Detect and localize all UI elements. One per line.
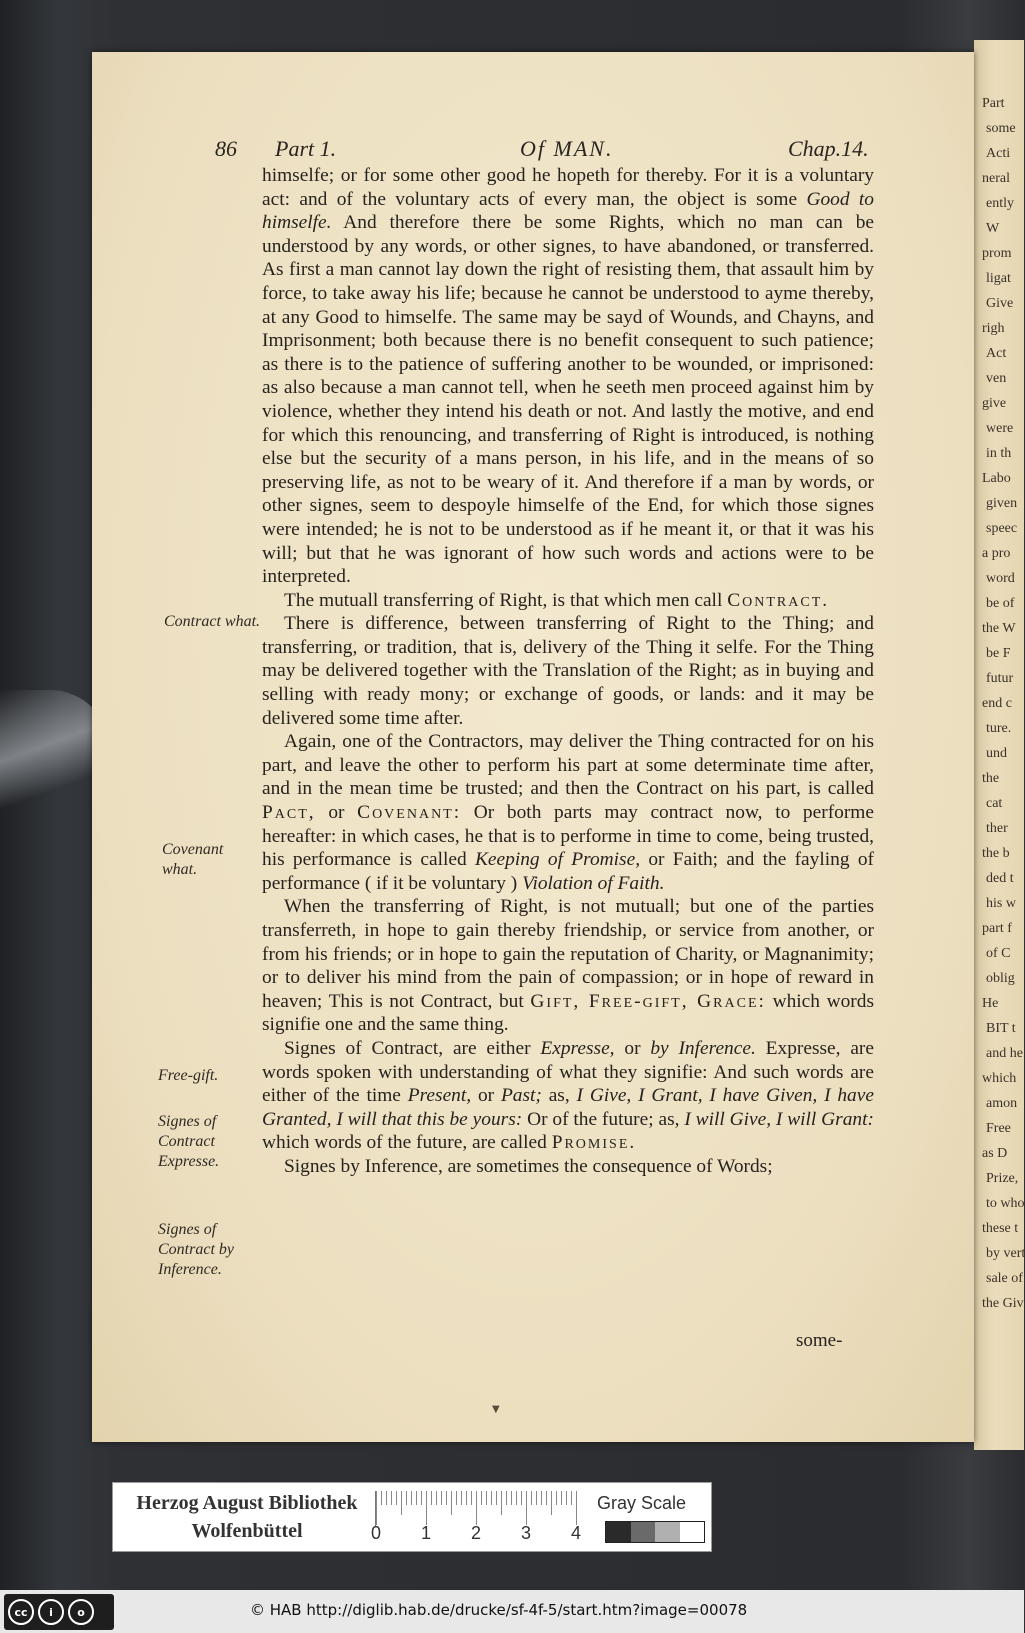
italic-span: I will Give, I will Grant: <box>684 1108 874 1130</box>
main-text <box>262 164 874 1179</box>
ruler-tick <box>511 1491 512 1505</box>
facing-page-fragment: BIT t <box>986 1021 1016 1036</box>
text-span: or <box>328 802 345 824</box>
ruler-tick <box>446 1491 447 1505</box>
paragraph-signes <box>262 1037 874 1155</box>
facing-page-fragment: oblig <box>986 971 1015 986</box>
facing-page-fragment: the b <box>982 846 1010 861</box>
library-name <box>127 1489 367 1545</box>
ruler-number: 1 <box>421 1523 432 1543</box>
text-span: Expresse, are words spoken with understanding of what they signifie: And such words are either of the time <box>262 1037 874 1107</box>
facing-page-fragment: given <box>986 496 1018 511</box>
facing-page-fragment: Acti <box>986 146 1011 161</box>
facing-page-fragment: ently <box>986 196 1014 211</box>
facing-page-fragment: the <box>982 771 1000 786</box>
ruler-tick <box>481 1491 482 1505</box>
facing-page-fragment: part f <box>982 921 1012 936</box>
ruler-tick <box>551 1491 552 1515</box>
margin-note-signes-expresse: Signes of Contract Expresse. <box>158 1113 220 1170</box>
gray-patch <box>606 1522 631 1542</box>
facing-page-fragment: righ <box>982 321 1005 336</box>
margin-note-covenant: Covenant what. <box>162 841 224 878</box>
facing-page-fragment: ther <box>986 821 1008 836</box>
facing-page-fragment: ligat <box>986 271 1011 286</box>
italic-span: Expresse, <box>540 1037 615 1059</box>
italic-span: I Give, I Grant, I have Given, I have Granted, I will that this be yours: <box>262 1085 874 1130</box>
footer-bar <box>0 1590 1024 1633</box>
ruler-tick <box>401 1491 402 1515</box>
ruler-tick <box>391 1491 392 1505</box>
ruler-tick <box>396 1491 397 1505</box>
facing-page-fragment: ven <box>986 371 1007 386</box>
facing-page-edge <box>974 40 1024 1450</box>
ruler-tick <box>476 1491 477 1525</box>
source-url[interactable]: © HAB http://diglib.hab.de/drucke/sf-4f-5/start.htm?image=00078 <box>250 1601 748 1619</box>
ruler-tick <box>496 1491 497 1505</box>
facing-page-fragment: as D <box>982 1146 1008 1161</box>
facing-page-fragment: sale of <box>986 1271 1023 1286</box>
catchword: some- <box>796 1330 843 1351</box>
ruler-tick <box>471 1491 472 1505</box>
smallcaps-span: Covenant: <box>357 802 462 824</box>
text-span: And therefore there be some Rights, which no man can be understood by any words, or other signes, to have abandoned, or transferred. As first a man cannot lay down the right of resisting them, that assault him by force, to take away his life; because he cannot be understood to ayme thereby, at any Good to himselfe. The same may be sayd of Wounds, and Chayns, and Imprisonment; both because there is no benefit consequent to such patience; as there is to the patience of suffering another to be wounded, or imprisoned: as also because a man cannot tell, when he seeth men proceed against him by violence, whether they intend his death or not. And lastly the motive, and end for which this renouncing, and transferring of Right is introduced, is nothing else but the security of a mans person, in his life, and in the means of so preserving life, as not to be weary of it. And therefore if a man by words, or other signes, seem to despoyle himselfe of the End, for which those signes were intended; he is not to be understood as if he meant it, or that it was his will; but that he was ignorant of how such words and actions were to be interpreted. <box>262 212 874 588</box>
running-title: Of MAN. <box>520 136 614 161</box>
smallcaps-span: Promise. <box>551 1132 637 1154</box>
italic-span: Good to himselfe. <box>262 188 874 234</box>
ruler-tick <box>411 1491 412 1505</box>
ruler-tick <box>541 1491 542 1505</box>
page-number: 86 <box>215 136 237 161</box>
ruler-tick <box>571 1491 572 1505</box>
ruler-tick <box>561 1491 562 1505</box>
facing-page-fragment: W <box>986 221 1000 236</box>
facing-page-fragment: und <box>986 746 1007 761</box>
facing-page-fragment: these t <box>982 1221 1019 1236</box>
italic-span: Past; <box>500 1085 542 1107</box>
chapter-label: Chap.14. <box>788 136 869 161</box>
ruler-tick <box>516 1491 517 1505</box>
facing-page-fragment: ded t <box>986 871 1014 886</box>
facing-page-fragment: which <box>982 1071 1017 1086</box>
facing-page-fragment: to who <box>986 1196 1025 1211</box>
sa-icon: o <box>68 1599 94 1625</box>
facing-page-fragment: Prize, <box>986 1171 1019 1186</box>
facing-page-fragment: Part <box>982 96 1005 111</box>
text-span: himselfe; or for some other good he hopeth for thereby. For it is a voluntary act: and of the voluntary acts of every man, the object is some <box>262 165 874 210</box>
facing-page-fragment: cat <box>986 796 1003 811</box>
ruler-tick <box>406 1491 407 1505</box>
facing-page-fragment: the W <box>982 621 1016 636</box>
margin-note-signes-inference: Signes of Contract by Inference. <box>158 1221 234 1278</box>
paragraph-rights <box>262 164 874 589</box>
gray-scale-label: Gray Scale <box>597 1493 687 1513</box>
ruler-tick <box>456 1491 457 1505</box>
facing-page-fragment: Labo <box>982 471 1011 486</box>
ruler-tick <box>576 1491 577 1525</box>
ruler-tick <box>416 1491 417 1505</box>
ruler-tick <box>436 1491 437 1505</box>
facing-page-fragment: his w <box>986 896 1016 911</box>
ruler-number: 3 <box>521 1523 532 1543</box>
gray-patch <box>655 1522 680 1542</box>
text-span: or Faith; and the fayling of performance ( if it be voluntary ) <box>262 849 874 894</box>
facing-page-fragment: the Giv <box>982 1296 1024 1311</box>
facing-page-fragment: prom <box>982 246 1012 261</box>
facing-page-fragment: word <box>986 571 1015 586</box>
ruler-tick <box>451 1491 452 1515</box>
text-span: or <box>624 1037 641 1059</box>
ruler-tick <box>536 1491 537 1505</box>
facing-page-fragment: amon <box>986 1096 1018 1111</box>
paragraph-contract <box>262 589 874 613</box>
facing-page-fragment: He <box>982 996 999 1011</box>
library-colour-bar <box>112 1482 712 1552</box>
ruler-tick <box>531 1491 532 1505</box>
page-mark: ▼ <box>492 1404 500 1415</box>
text-span: Signes by Inference, are sometimes the consequence of Words; <box>284 1155 773 1177</box>
facing-page-fragment: by vert <box>986 1246 1025 1261</box>
ruler-tick <box>501 1491 502 1515</box>
text-span: Or both parts may contract now, to performe hereafter: in which cases, he that is to performe in time to come, being trusted, his performance is called <box>262 802 874 871</box>
ruler-tick <box>491 1491 492 1505</box>
ruler-tick <box>421 1491 422 1505</box>
facing-page-fragment: give <box>982 396 1007 411</box>
facing-page-fragment: ture. <box>986 721 1012 736</box>
italic-span: Keeping of Promise, <box>475 849 641 871</box>
library-name-line2: Wolfenbüttel <box>191 1520 303 1542</box>
gray-scale-patches <box>605 1521 705 1543</box>
ruler-tick <box>466 1491 467 1505</box>
ruler-number: 0 <box>371 1523 382 1543</box>
facing-page-fragment: of C <box>986 946 1011 961</box>
margin-note-free-gift: Free-gift. <box>158 1067 219 1084</box>
gray-patch <box>631 1522 656 1542</box>
ruler-tick <box>486 1491 487 1505</box>
italic-span: Violation of Faith. <box>522 872 665 894</box>
ruler-tick <box>546 1491 547 1505</box>
paragraph-free-gift <box>262 895 874 1037</box>
cc-license-badge[interactable] <box>4 1594 114 1630</box>
text-span: which words of the future, are called <box>262 1132 547 1154</box>
text-span: There is difference, between transferring of Right to the Thing; and transferring, or tradition, that is, delivery of the Thing it selfe. For the Thing may be delivered together with the Translation of the Right; as in buying and selling with ready mony; or exchange of goods, or lands: and it may be delivered some time after. <box>262 613 874 729</box>
cc-icon: cc <box>8 1599 34 1625</box>
ruler-tick <box>556 1491 557 1505</box>
ruler-tick <box>426 1491 427 1525</box>
text-span: which words signifie one and the same thing. <box>262 990 875 1036</box>
facing-page-fragment: end c <box>982 696 1012 711</box>
text-span: When the transferring of Right, is not mutuall; but one of the parties transferreth, in hope to gain thereby friendship, or service from another, or from his friends; or in hope to gain the reputation of Charity, or Magnanimity; or to deliver his mind from the pain of compassion; or in hope of reward in heaven; This is not Contract, but <box>262 896 874 1012</box>
by-icon: i <box>38 1599 64 1625</box>
ruler-tick <box>566 1491 567 1505</box>
book-page <box>92 52 974 1442</box>
part-label: Part 1. <box>275 136 337 161</box>
facing-page-fragment: Free <box>986 1121 1011 1136</box>
facing-page-fragment: a pro <box>982 546 1011 561</box>
smallcaps-span: Contract. <box>727 589 830 611</box>
facing-page-fragment: Act <box>986 346 1007 361</box>
facing-page-fragment: some <box>986 121 1016 136</box>
smallcaps-span: Gift, Free-gift, Grace: <box>530 990 766 1012</box>
text-span: The mutuall transferring of Right, is that which men call <box>284 589 723 611</box>
facing-page-fragment: Give <box>986 296 1014 311</box>
ruler-tick <box>526 1491 527 1525</box>
ruler-tick <box>521 1491 522 1505</box>
library-name-line1: Herzog August Bibliothek <box>136 1492 358 1514</box>
ruler-tick <box>441 1491 442 1505</box>
text-span: Signes of Contract, are either <box>284 1037 531 1059</box>
facing-page-fragment: be of <box>986 596 1015 611</box>
smallcaps-span: Pact, <box>262 802 316 824</box>
gray-patch <box>680 1522 705 1542</box>
text-span: or <box>477 1085 495 1107</box>
paragraph-inference <box>262 1155 874 1179</box>
ruler-number: 4 <box>571 1523 582 1543</box>
margin-note-contract: Contract what. <box>164 613 261 630</box>
italic-span: by Inference. <box>650 1037 756 1059</box>
ruler-tick <box>461 1491 462 1505</box>
text-span: as, <box>548 1085 570 1107</box>
facing-page-fragment: be F <box>986 646 1011 661</box>
facing-page-fragment: in th <box>986 446 1012 461</box>
scale-ruler <box>375 1491 575 1527</box>
ruler-tick <box>506 1491 507 1505</box>
ruler-number: 2 <box>471 1523 482 1543</box>
facing-page-fragment: and he <box>986 1046 1023 1061</box>
text-span: Again, one of the Contractors, may deliver the Thing contracted for on his part, and leave the other to perform his part at some determinate time after, and in the mean time be trusted; and then the Contract on his part, is called <box>262 731 874 800</box>
ruler-tick <box>386 1491 387 1505</box>
paragraph-covenant <box>262 730 874 895</box>
ruler-tick <box>381 1491 382 1505</box>
italic-span: Present, <box>407 1085 472 1107</box>
facing-page-fragment: were <box>986 421 1014 436</box>
facing-page-fragment: futur <box>986 671 1014 686</box>
facing-page-fragment: neral <box>982 171 1010 186</box>
ruler-tick <box>431 1491 432 1505</box>
text-span: Or of the future; as, <box>527 1108 680 1130</box>
ruler-tick <box>376 1491 377 1525</box>
facing-page-fragment: speec <box>986 521 1018 536</box>
paragraph-difference <box>262 612 874 730</box>
